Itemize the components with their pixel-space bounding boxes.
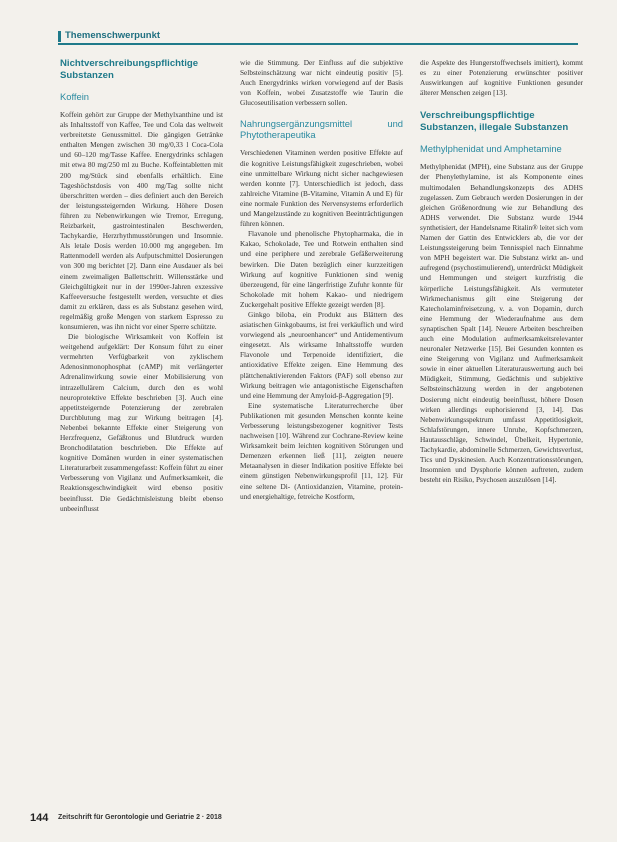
section-label: Themenschwerpunkt xyxy=(65,30,161,41)
page-footer xyxy=(30,812,590,826)
paragraph: Methylphenidat (MPH), eine Substanz aus der Gruppe der Phenylethylamine, ist als Komponente eines multimodalen Behandlungskonzepts des ADHS zugelassen. Zum Gebrauch werden Dosierungen in der gleichen Größenordnung wie zur Behandlung des ADHS verwendet. Die Substanz wurde 1944 synthetisiert, der Handelsname Ritalin® leitet sich vom Namen der Gattin des Entwicklers ab, die vor der Leistungssteigerung beim Tennisspiel nach Einnahme von MPH begeistert war. Die Substanz wirkt an- und aufregend (psychostimulierend), unterdrückt Müdigkeit und Hemmungen und steigert kurzfristig die körperliche Leistungsfähigkeit. Als vermuteter Wirkmechanismus gilt eine Steigerung der Katecholaminfreisetzung, v. a. von Dopamin, durch eine Hemmung der Wiederaufnahme aus dem synaptischen Spalt [14]. Neuere Arbeiten beschreiben auch eine Modulation aufmerksamkeitsrelevanter neuronaler Netzwerke [15]. Bei Gesunden konnten es eine Steigerung von Vigilanz und Aufmerksamkeit sowie in einer aktuellen Literaturauswertung auch bei Müdigkeit, Stimmung, Gedächtnis und subjektive Selbsteinschätzung werden in der angebotenen Dosierung nicht eindeutig beeinflusst, höhere Dosen wirken allerdings euphorisierend [3, 14]. Das Nebenwirkungsspektrum umfasst Appetitlosigkeit, Schlafstörungen, innere Unruhe, Kopfschmerzen, Hautausschläge, Schwindel, Übelkeit, Hypertonie, Tachykardie, abdominelle Schmerzen, Gewichtsverlust, Tics und Dyskinesien. Auch Konzentrationsstörungen, Insomnien und Dysphorie können auftreten, zudem besteht ein Risiko, Psychosen auszulösen [14]. xyxy=(420,162,583,485)
subheading-caffeine: Koffein xyxy=(60,91,90,102)
section-marker xyxy=(58,31,61,42)
column-left xyxy=(60,58,223,804)
column-right xyxy=(420,58,583,804)
heading-nonprescription: Nichtverschreibungspflichtige Substanzen xyxy=(60,58,199,81)
subheading-methylphenidate: Methylphenidat und Amphetamine xyxy=(420,143,562,155)
paragraph: Flavanole und phenolische Phytopharmaka, die in Kakao, Schokolade, Tee und Rotwein enthalten sind und eine periphere und zerebrale Gefäßerweiterung bewirken. Die Daten bezüglich einer kurzzeitigen Wirkung auf kognitive Funktionen sind wenig überzeugend, für eine längerfristige Zufuhr konnte für Schokolade mit hohem Kakao- und niedrigem Zuckergehalt positive Effekte gezeigt werden [8]. xyxy=(240,229,403,309)
paragraph: Die biologische Wirksamkeit von Koffein ist weitgehend aufgeklärt: Der Konsum führt zu einer vermehrten Verfügbarkeit von zyklischem Adenosinmonophosphat (cAMP) mit verlängerter Adrenalinwirkung sowie einer Mobilisierung von intrazellulärem Calcium, durch den es wohl neuroprotektive Effekte beschrieben [3]. Auch eine appetitsteigernde Potenzierung der zerebralen Durchblutung mag zur Wirkung beitragen [4]. Nebenbei bekannte Effekte einer Steigerung von Herzfrequenz, Gefäßtonus und Blutdruck wurden Bronchodilatation beschrieben. Die Effekte auf kognitive Domänen wurden in einer systematischen Literaturarbeit zusammengefasst: Koffein führt zu einer Verbesserung von Vigilanz und Aufmerksamkeit, die Reaktionsgeschwindigkeit wird ebenso positiv beeinflusst. Die Gedächtnisleistung bleibt ebenso unbeeinflusst xyxy=(60,332,223,513)
heading-prescription: Verschreibungspflichtige Substanzen, illegale Substanzen xyxy=(420,110,569,133)
page-number: 144 xyxy=(30,812,49,824)
journal-title: Zeitschrift für Gerontologie und Geriatrie 2 · 2018 xyxy=(58,814,222,821)
subheading-supplements: Nahrungsergänzungsmittel und Phytotherapeutika xyxy=(240,118,403,141)
column-middle xyxy=(240,58,403,804)
paragraph: Verschiedenen Vitaminen werden positive Effekte auf die kognitive Leistungsfähigkeit zugeschrieben, wobei eine unmittelbare Wirkung nicht sicher nachgewiesen werden konnte [7]. Unterschiedlich ist jedoch, dass zahlreiche Vitamine (B-Vitamine, Vitamin A und E) für eine normale Funktion des Nervensystems erforderlich und Mangelzustände zu kognitiven Beeinträchtigungen führen können. xyxy=(240,148,403,229)
paragraph: die Aspekte des Hungerstoffwechsels imitiert), kommt es zu einer Potenzierung erwünschter positiver Auswirkungen auf kognitive Funktionen gesunder älterer Menschen zeigen [13]. xyxy=(420,58,583,98)
paragraph: wie die Stimmung. Der Einfluss auf die subjektive Selbsteinschätzung war nicht eindeutig positiv [5]. Auch Energydrinks wirken vorwiegend auf der Basis von Koffein, wobei Zusatzstoffe wie Taurin die Glucoseutilisation verbessern sollen. xyxy=(240,58,403,108)
section-header xyxy=(58,30,578,45)
paragraph: Koffein gehört zur Gruppe der Methylxanthine und ist als Inhaltsstoff von Kaffee, Tee und Cola das weltweit verbreitetste Genussmittel. Die gängigen Getränke enthalten Mengen zwischen 30 mg/0,33 l Coca-Cola und 60–120 mg/Tasse Kaffee. Energydrinks schlagen mit etwa 80 mg/250 ml zu Buche. Koffeintabletten mit 200 mg/Stück sind ebenfalls erhältlich. Eine Tageshöchstdosis von 400 mg/Tag sollte nicht überschritten werden – dies definiert auch den Bereich der leistungssteigernden Wirkung. Höhere Dosen führen zu Nebenwirkungen wie Tremor, Erregung, Reizbarkeit, gastrointestinalen Beschwerden, Tachykardie, Herzrhythmusstörungen und Insomnie. Als letale Dosis werden 10.000 mg angegeben. Im Rattenmodell werden als Aufputschmittel Dosierungen von 300 mg berichtet [2]. Dann eine Ausdauer als bei einem zweimaligen Ballettschritt. Willensstärke und Gleichgültigkeit nur in der 1990er-Jahren exzessive Kaffeeversuche festgestellt werden, versuchte et dies damit zu erklären, dass es als Substanz gesehen wird, regelmäßig große Mengen von starkem Espresso zu konsumieren, was ihn nicht vor einer Sperre schützte. xyxy=(60,110,223,331)
paragraph: Eine systematische Literaturrecherche über Publikationen mit gesunden Menschen konnte keine Verbesserung leistungsbezogener kognitiver Tests nachweisen [10]. Während zur Cochrane-Review keine Wirksamkeit beim leichten kognitiven Störungen und Demenzen erkennen ließ [11], zeigten neuere Metaanalysen in dieser Indikation positive Effekte bei einem günstigen Nebenwirkungsprofil [11, 12]. Für eine seltene Di- (Antioxidanzien, Vitamine, protein- und energiehaltige, fetreiche Kostform, xyxy=(240,400,403,501)
paragraph: Ginkgo biloba, ein Produkt aus Blättern des asiatischen Ginkgobaums, ist frei verkäuflich und wird vorwiegend als „neuroenhancer“ und Antidementivum eingesetzt. Als wirksame Inhaltsstoffe wurden Flavonole und Terpenoide identifiziert, die antioxidative Effekte zeigen. Eine Hemmung des plättchenaktivierenden Faktors (PAF) soll ebenso zur Wirkung beitragen wie antagonistische Eigenschaften und eine Hemmung der Amyloid-β-Aggregation [9]. xyxy=(240,309,403,400)
